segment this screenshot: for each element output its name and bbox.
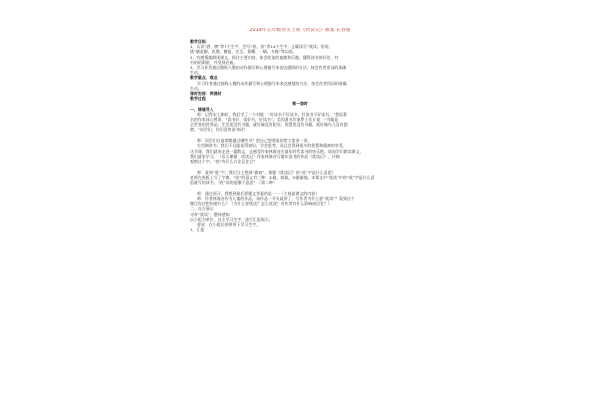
document-line: 老师在黑板上写了字典，“欣”的意义有三种：①偷，窃取。②偷偷地。③课文中“欣读”中的“欣”字是什么意	[190, 174, 375, 180]
document-line: 师：同学们在前期都做过哪些书？把自己想要说的给大家讲一讲。	[197, 138, 312, 144]
document-line: 生动。	[190, 70, 202, 76]
document-line: 观察这个字。“欣”有什么方法记住它？	[190, 158, 258, 164]
document-line: 书的的渴望，并受到启迪。	[190, 59, 238, 65]
document-line: 第一课时	[292, 101, 308, 107]
document-line: 生动。	[190, 85, 202, 91]
document-line: 课时安排：两课时	[190, 91, 222, 97]
document-line: 一、情境导入	[190, 106, 214, 112]
document-body	[190, 39, 410, 232]
document-page	[190, 28, 410, 392]
document-line: 师：看到“欣”字，我们马上想到“偷窃”，课题《欣读记》的“欣”字是什么意思？	[197, 169, 336, 175]
document-line: 1、汇报	[190, 227, 205, 233]
document-title: 2019年五年级语文上册《欣读记》教案 长春版	[249, 28, 351, 33]
document-line: 要求：在小组长的带领下学习生字。	[197, 222, 261, 227]
document-line: 膀。”同学们，你们喜欢读书吗？	[190, 127, 248, 133]
document-line: 全世界的营养品，生活里没有书籍，就好像没有阳光；智慧里没有书籍，就好像鸟儿没有翅	[190, 122, 348, 128]
document-line: 学习作者通过细致入微的动作描写和心理描写来表达感情的方法，体会作者用词的准确	[197, 80, 347, 86]
document-line: 教学目标：	[190, 39, 210, 44]
document-line: 我们就来学习。（出示课题：欣读记）作家林海音写童年读书的作品《欣读记》，仔细	[190, 153, 340, 159]
document-line: 这节课，我们就来走进一篇散文，去感受作家林海音在童年时代读书的快乐吧。请同学们朗读课文，	[190, 148, 364, 154]
document-line: 名的作家冰心曾说：“读书好，读好书，好读书”。美国著名作家罗士比丘说：“书籍是	[190, 117, 339, 123]
document-line: 教学重点、难点	[190, 75, 218, 81]
document-line: 1、认识“洒、脾”等7个生字，会写“欣、扮”等14个生字；正确读写“欣读、扮装、	[190, 44, 333, 50]
document-line: 思就写的读书，“欣”读的是哪个意思？（第二种）	[190, 180, 277, 186]
document-line: 师：作者林海音作为儿童的作品，该作品一开头就讲了，写作者为什么要“欣读”？看到这个	[197, 195, 355, 201]
document-line: 2、有感情地朗读课文，抓住主要内容，体会欣读的童趣和乐趣，懂得读书的好处，对	[190, 54, 339, 60]
document-line: 师：记得宋七朗时，我们学了一个对联：“好读书不好读书，好读书不好读书。”我国著	[197, 111, 347, 117]
document-line: 二、自古展示	[190, 206, 214, 212]
document-line: 挑”辅赶脚、饥饿、横祖、完呈、着曙、一蜗、支握”等词语。	[190, 49, 297, 55]
document-line: 师：通过预习，我想到最后要题文答案的是一一（主观流课文的内容）	[197, 190, 320, 196]
document-line: 3、学习作者通过细致入微的动作描写和心理描写来表达感情的方法，体会作者用词的准确	[190, 65, 347, 71]
document-line: 以小组为单位，自主学习生字，进行汇报展示。	[190, 216, 273, 222]
document-line: 寻奇“欣读”，整体感知	[190, 211, 230, 217]
document-line: 教学过程	[190, 96, 206, 102]
document-line: 题目你还想知道什么？（为什么要欣读？怎么欣读？对作者有什么影响或启发？）	[190, 201, 332, 207]
document-line: 生用调讲书：我们不仅能获得知识，学会思考，而且会得到很多的智慧和精神的享受，	[197, 143, 347, 149]
